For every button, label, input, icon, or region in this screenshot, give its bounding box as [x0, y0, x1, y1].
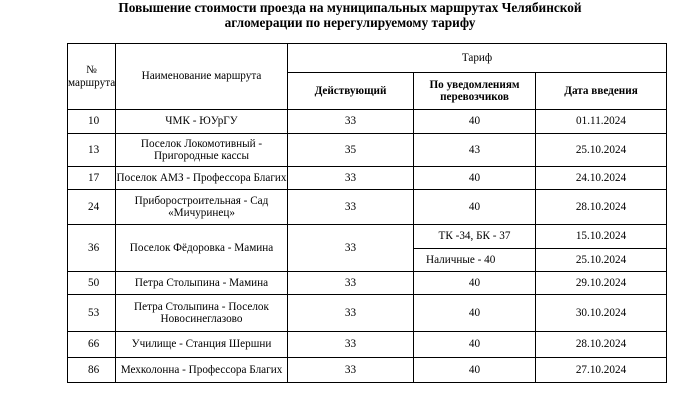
header-route-number: № маршрута [68, 44, 116, 110]
notified-fare: 40 [414, 332, 536, 358]
effective-date: 30.10.2024 [536, 295, 667, 332]
effective-date-cash: 25.10.2024 [536, 249, 667, 272]
route-number: 53 [68, 295, 116, 332]
title-line-1: Повышение стоимости проезда на муниципальных маршрутах Челябинской [118, 0, 582, 15]
notified-fare-card: ТК -34, БК - 37 [414, 225, 536, 249]
current-fare: 33 [288, 225, 414, 272]
route-name: Приборостроительная - Сад «Мичуринец» [116, 190, 288, 225]
current-fare: 33 [288, 110, 414, 134]
table-row [68, 295, 667, 332]
route-name: Поселок АМЗ - Профессора Благих [116, 167, 288, 190]
header-route-name: Наименование маршрута [116, 44, 288, 110]
notified-fare: 40 [414, 295, 536, 332]
notified-fare: 40 [414, 190, 536, 225]
effective-date-card: 15.10.2024 [536, 225, 667, 249]
current-fare: 33 [288, 272, 414, 295]
route-name: Поселок Локомотивный - Пригородные кассы [116, 134, 288, 167]
route-name: Мехколонна - Профессора Благих [116, 358, 288, 383]
route-name: Поселок Фёдоровка - Мамина [116, 225, 288, 272]
route-name: ЧМК - ЮУрГУ [116, 110, 288, 134]
title-line-2: агломерации по нерегулируемому тарифу [224, 15, 476, 30]
current-fare: 33 [288, 190, 414, 225]
current-fare: 33 [288, 295, 414, 332]
table-row [68, 190, 667, 225]
route-name: Петра Столыпина - Мамина [116, 272, 288, 295]
header-tariff: Тариф [288, 44, 667, 73]
route-number: 24 [68, 190, 116, 225]
header-notified: По уведомлениям перевозчиков [414, 73, 536, 110]
route-number: 36 [68, 225, 116, 272]
effective-date: 28.10.2024 [536, 190, 667, 225]
notified-fare: 40 [414, 110, 536, 134]
current-fare: 33 [288, 167, 414, 190]
effective-date: 25.10.2024 [536, 134, 667, 167]
current-fare: 35 [288, 134, 414, 167]
current-fare: 33 [288, 332, 414, 358]
route-number: 10 [68, 110, 116, 134]
effective-date: 29.10.2024 [536, 272, 667, 295]
route-number: 13 [68, 134, 116, 167]
fare-table [67, 43, 667, 383]
notified-fare: 40 [414, 167, 536, 190]
notified-fare: 43 [414, 134, 536, 167]
table-row [68, 358, 667, 383]
effective-date: 01.11.2024 [536, 110, 667, 134]
route-name: Училище - Станция Шершни [116, 332, 288, 358]
effective-date: 28.10.2024 [536, 332, 667, 358]
notified-fare-cash: Наличные - 40 [414, 249, 536, 272]
document-title [0, 0, 700, 30]
header-row-1 [68, 44, 667, 73]
notified-fare: 40 [414, 272, 536, 295]
header-date: Дата введения [536, 73, 667, 110]
route-name: Петра Столыпина - Поселок Новосинеглазово [116, 295, 288, 332]
current-fare: 33 [288, 358, 414, 383]
effective-date: 27.10.2024 [536, 358, 667, 383]
route-number: 86 [68, 358, 116, 383]
route-number: 66 [68, 332, 116, 358]
table-row [68, 110, 667, 134]
effective-date: 24.10.2024 [536, 167, 667, 190]
route-number: 17 [68, 167, 116, 190]
table-row [68, 272, 667, 295]
route-number: 50 [68, 272, 116, 295]
table-row [68, 134, 667, 167]
table-row [68, 167, 667, 190]
header-current: Действующий [288, 73, 414, 110]
notified-fare: 40 [414, 358, 536, 383]
table-row [68, 332, 667, 358]
table-row [68, 225, 667, 249]
